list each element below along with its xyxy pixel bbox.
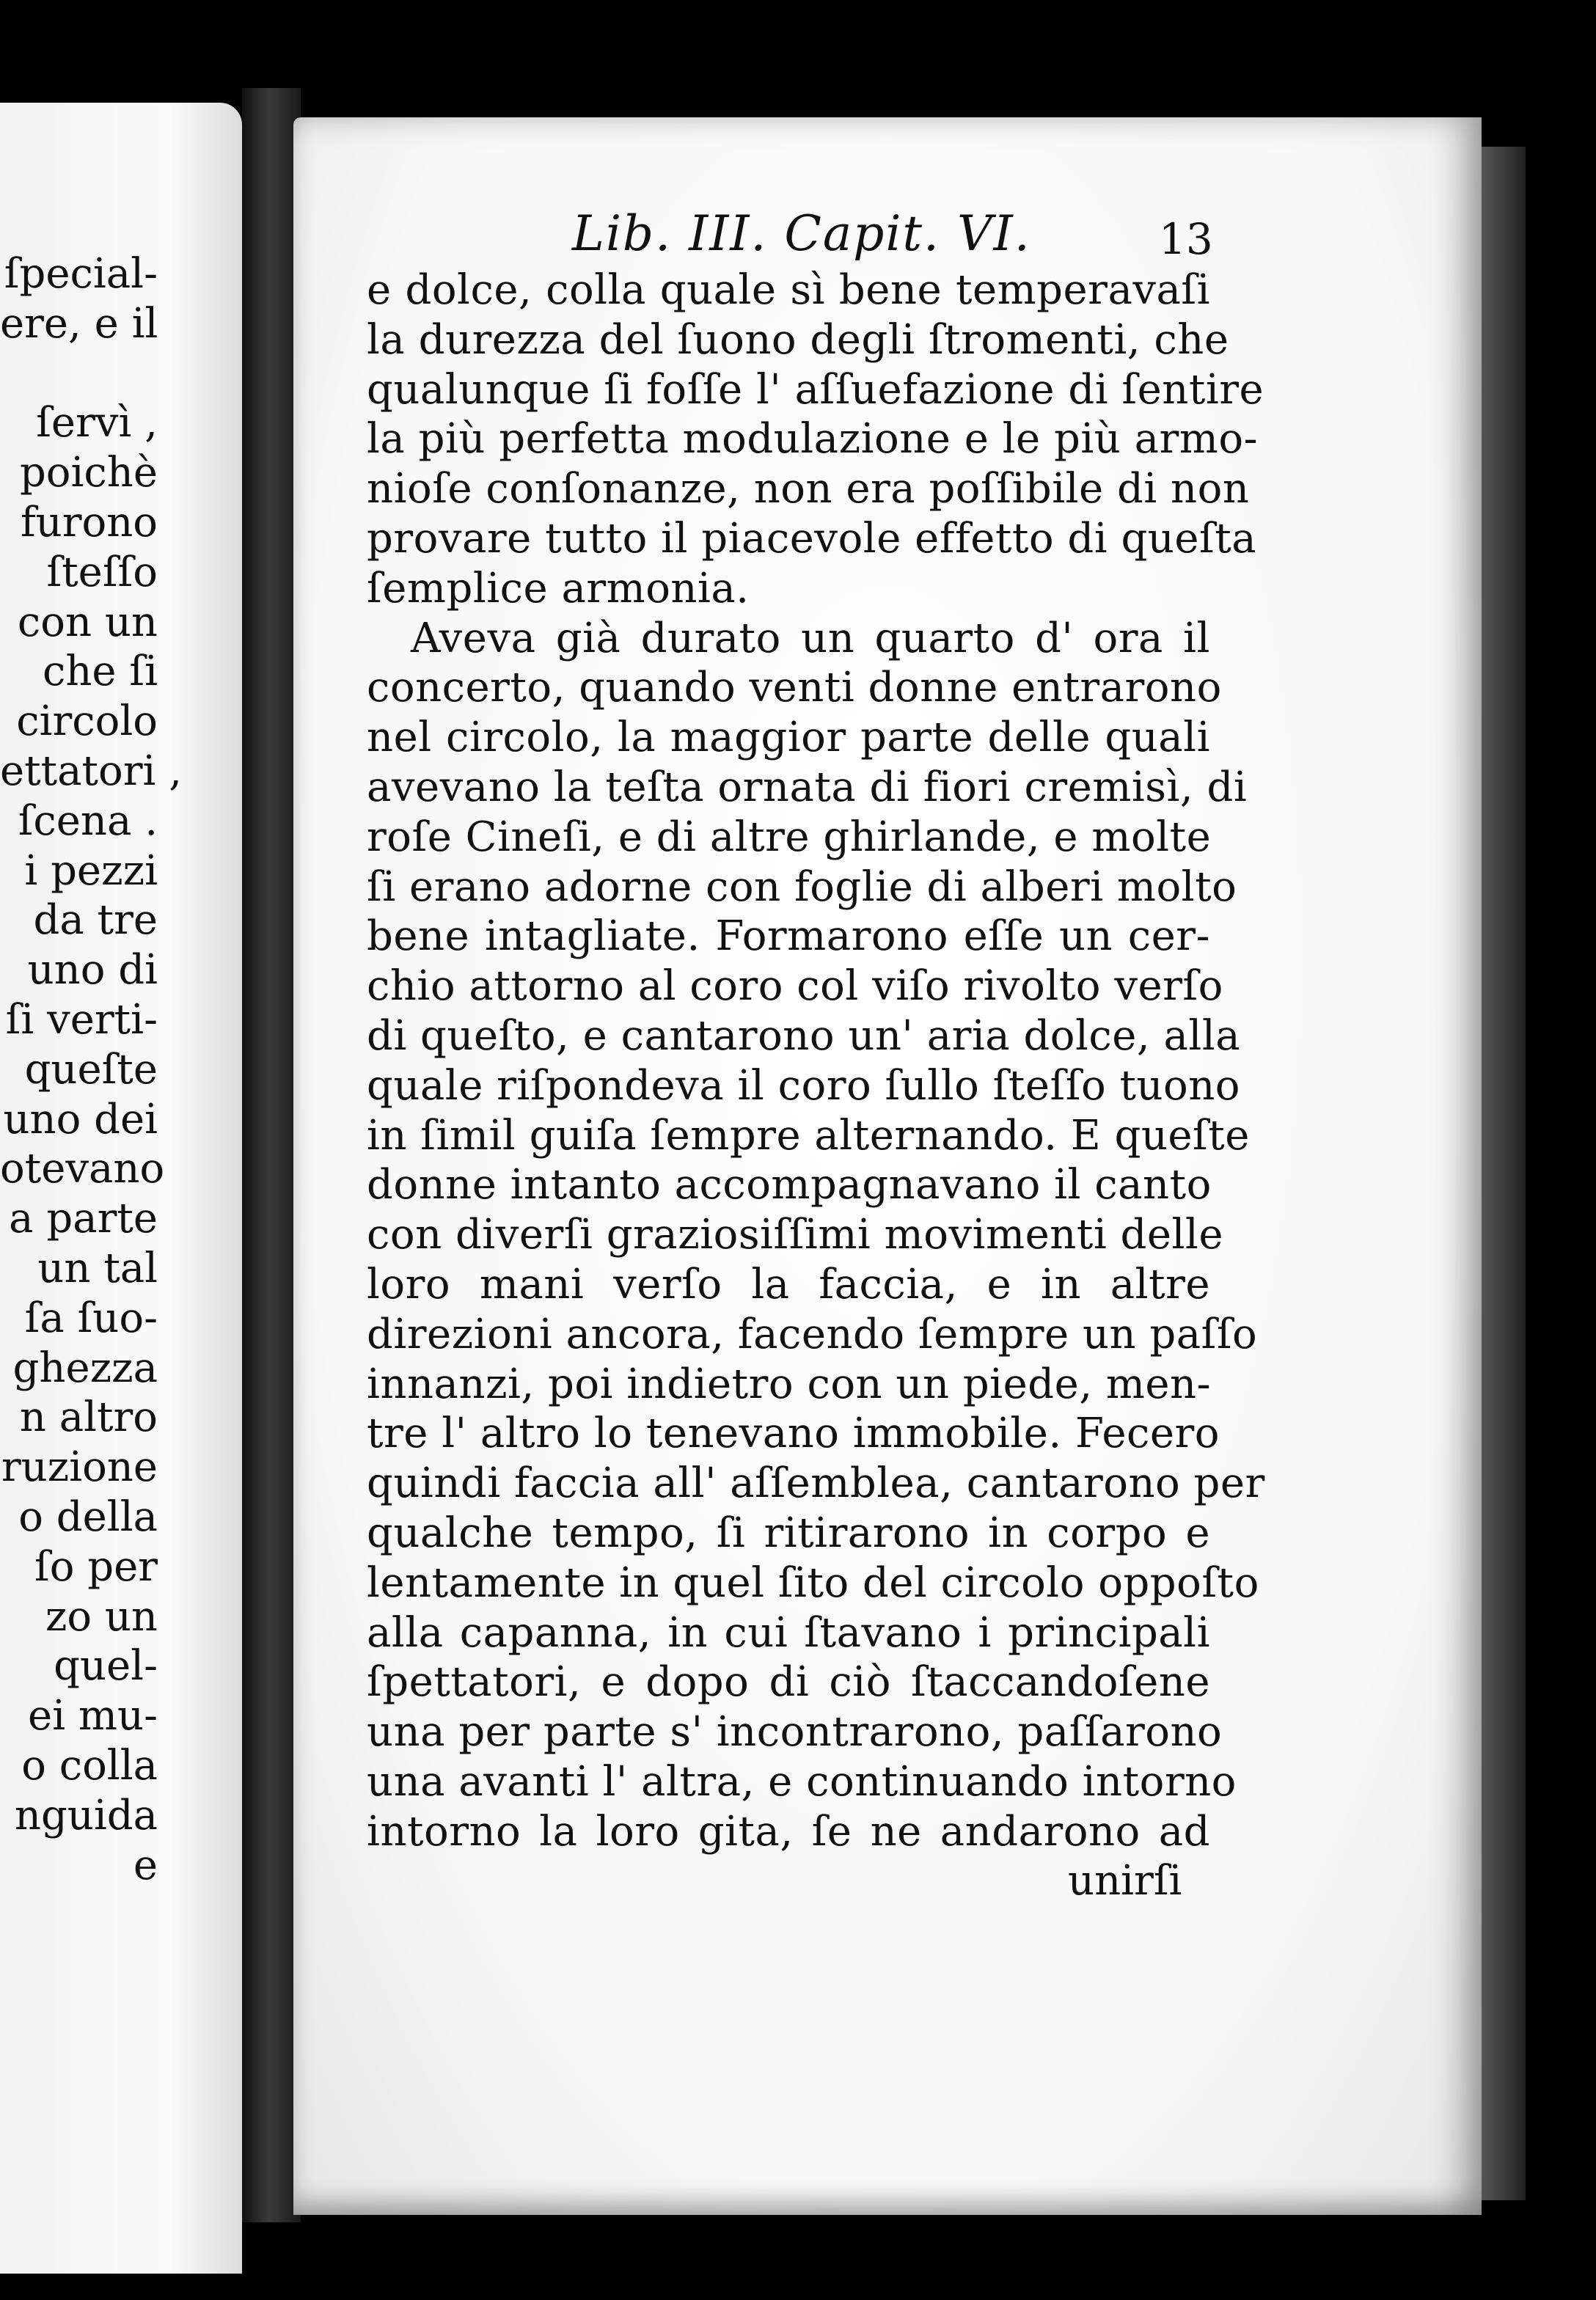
left-line: quel-	[54, 1642, 158, 1691]
text-line: qualche tempo, ſi ritirarono in corpo e	[367, 1509, 1210, 1557]
left-line: uno di	[27, 946, 158, 995]
text-line: con diverſi graziosiſſimi movimenti delle	[367, 1211, 1223, 1259]
text-line: lentamente in quel ſito del circolo oppoſto	[367, 1559, 1259, 1607]
text-line: quale riſpondeva il coro ſullo ſteſſo tuono	[367, 1061, 1241, 1110]
left-line: nguida	[14, 1791, 158, 1839]
text-line: tre l' altro lo tenevano immobile. Fecero	[367, 1410, 1220, 1458]
left-line: ruzione	[1, 1443, 158, 1492]
page-edge	[1482, 147, 1526, 2200]
text-line: una avanti l' altra, e continuando intorno	[367, 1757, 1237, 1806]
text-line: alla capanna, in cui ſtavano i principali	[367, 1608, 1210, 1657]
text-line: avevano la teſta ornata di fiori cremisì, di	[367, 763, 1248, 811]
text-line: chio attorno al coro col viſo rivolto verſo	[367, 962, 1223, 1011]
left-line: ſa ſuo-	[24, 1294, 158, 1342]
text-line: loro mani verſo la faccia, e in altre	[367, 1260, 1210, 1308]
left-line: ei mu-	[28, 1692, 158, 1740]
left-line	[0, 349, 158, 399]
left-line: o della	[18, 1493, 158, 1541]
book-gutter	[242, 88, 301, 2222]
left-line: da tre	[33, 896, 158, 945]
text-line: intorno la loro gita, ſe ne andarono ad	[367, 1807, 1210, 1856]
body-text	[367, 265, 1265, 1857]
left-line: queſte	[24, 1045, 158, 1094]
catchword: unirſi	[1068, 1857, 1182, 1905]
text-line: di queſto, e cantarono un' aria dolce, alla	[367, 1011, 1241, 1060]
text-line: direzioni ancora, facendo ſempre un paſſo	[367, 1310, 1258, 1358]
left-line: ſervì ,	[36, 399, 158, 447]
left-line: ſo per	[34, 1542, 158, 1591]
text-line: ſpettatori, e dopo di ciò ſtaccandoſene	[367, 1658, 1210, 1707]
left-line: un tal	[37, 1244, 158, 1292]
left-line: ettatori ,	[0, 747, 183, 795]
left-line: ghezza	[12, 1344, 158, 1392]
left-line: che ſi	[42, 648, 158, 696]
left-line: ſteſſo	[46, 548, 158, 596]
text-line: ſi erano adorne con foglie di alberi molto	[367, 862, 1237, 911]
running-head: Lib. III. Capit. VI.	[572, 205, 1031, 262]
left-line: zo un	[45, 1592, 158, 1641]
left-line: otevano	[0, 1145, 165, 1193]
text-line: e dolce, colla quale sì bene temperavaſi	[367, 266, 1210, 314]
text-line: ſemplice armonia.	[367, 564, 750, 612]
text-line: qualunque ſi foſſe l' aſſuefazione di ſentire	[367, 365, 1264, 414]
text-line: provare tutto il piacevole effetto di queſta	[367, 514, 1257, 563]
text-line: nioſe conſonanze, non era poſſibile di non	[367, 465, 1250, 513]
page-number: 13	[1159, 214, 1213, 264]
text-line: quindi faccia all' aſſemblea, cantarono per	[367, 1460, 1265, 1508]
text-line: roſe Cineſi, e di altre ghirlande, e molte	[367, 813, 1212, 861]
left-line: poichè	[19, 449, 158, 497]
left-line: e	[133, 1841, 158, 1889]
text-line: innanzi, poi indietro con un piede, men-	[367, 1360, 1212, 1408]
left-line: uno dei	[3, 1095, 158, 1143]
left-line: n altro	[19, 1393, 158, 1442]
text-line: la durezza del ſuono degli ſtromenti, che	[367, 315, 1229, 364]
left-line: con un	[17, 598, 158, 646]
left-line: o colla	[21, 1741, 158, 1790]
text-line: bene intagliate. Formarono eſſe un cer-	[367, 912, 1210, 961]
text-line: nel circolo, la maggior parte delle quali	[367, 714, 1210, 762]
text-line: la più perfetta modulazione e le più armo-	[367, 415, 1259, 464]
text-line: in ſimil guiſa ſempre alternando. E queſte	[367, 1111, 1250, 1160]
left-line: furono	[20, 498, 158, 546]
left-line: ere, e il	[0, 299, 158, 348]
left-line: circolo	[16, 697, 158, 746]
previous-page-text	[0, 249, 183, 1890]
left-line: i pezzi	[24, 846, 158, 895]
text-line: donne intanto accompagnavano il canto	[367, 1161, 1212, 1209]
left-line: a parte	[9, 1195, 158, 1243]
text-line: concerto, quando venti donne entrarono	[367, 664, 1222, 712]
left-line: ſcena .	[18, 796, 158, 845]
previous-page-fragment	[0, 103, 242, 2274]
text-line: Aveva già durato un quarto d' ora il	[411, 614, 1210, 662]
left-line: ſi verti-	[5, 995, 158, 1044]
text-line: una per parte s' incontrarono, paſſarono	[367, 1708, 1223, 1757]
left-line: ſpecial-	[4, 250, 158, 298]
